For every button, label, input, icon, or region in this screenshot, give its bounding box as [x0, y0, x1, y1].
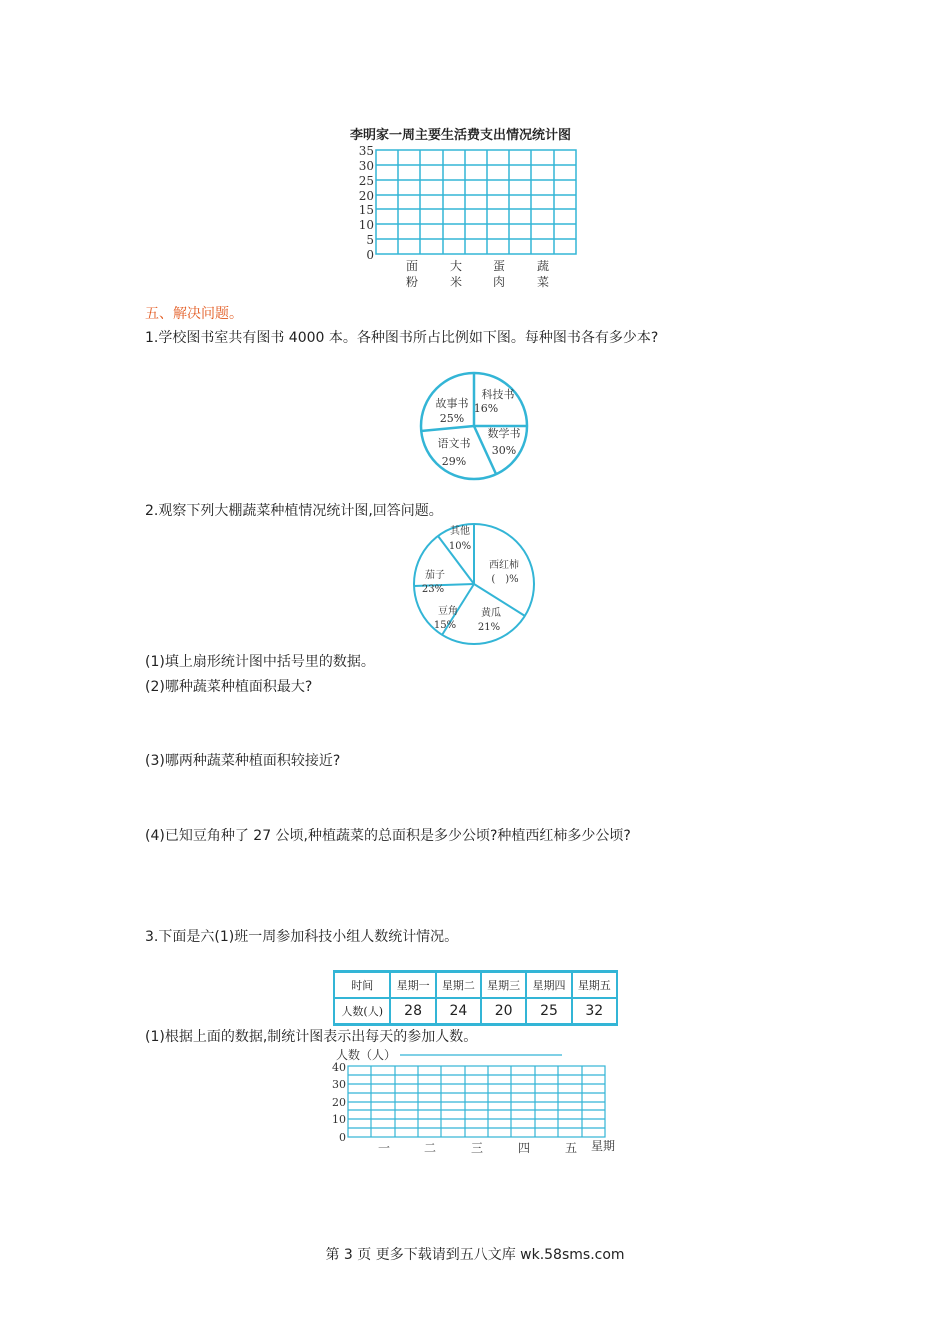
chart1-ytick: 35: [358, 144, 374, 158]
table-cell: 25: [526, 998, 571, 1025]
chart1-xlabel: 米: [449, 275, 463, 289]
table-row: [334, 998, 617, 1025]
chart1-xlabel: 蔬: [536, 259, 550, 273]
chart1-ytick: 30: [358, 159, 374, 173]
chart1-xlabel: 肉: [492, 275, 506, 289]
question-3: 3.下面是六(1)班一周参加科技小组人数统计情况。: [145, 929, 459, 945]
chart1-ytick: 5: [366, 233, 374, 247]
pie2-value: 10%: [448, 541, 472, 552]
pie2-label: 西红柿: [489, 560, 519, 571]
chart2-xlabel: 五: [564, 1141, 578, 1155]
question-3-1: (1)根据上面的数据,制统计图表示出每天的参加人数。: [145, 1029, 478, 1045]
chart2-xlabel: 二: [423, 1141, 437, 1155]
chart2-ytick: 20: [332, 1096, 346, 1109]
table-cell: 人数(人): [334, 998, 390, 1025]
section-heading: 五、解决问题。: [145, 306, 243, 322]
chart1-title: 李明家一周主要生活费支出情况统计图: [350, 128, 572, 143]
table-cell: 星期二: [436, 972, 481, 999]
table-cell: 20: [481, 998, 526, 1025]
chart2-ylabel: 人数（人）: [336, 1048, 397, 1062]
pie1-value: 29%: [441, 455, 467, 468]
chart2-xlabel: 三: [470, 1141, 484, 1155]
chart1-ytick: 15: [358, 203, 374, 217]
question-2: 2.观察下列大棚蔬菜种植情况统计图,回答问题。: [145, 503, 443, 519]
pie2-label: 豆角: [438, 606, 458, 617]
chart2-xlabel: 一: [377, 1141, 391, 1155]
chart1-xlabel: 面: [405, 259, 419, 273]
chart1-ytick: 25: [358, 174, 374, 188]
pie1-label: 语文书: [437, 437, 471, 450]
pie1-label: 故事书: [435, 397, 469, 410]
chart2-xunit: 星期: [590, 1139, 616, 1153]
attendance-table: [333, 970, 618, 1026]
pie-chart-books: [414, 370, 534, 485]
table-cell: 星期四: [526, 972, 571, 999]
pie2-value: 15%: [433, 620, 457, 631]
table-cell: 32: [572, 998, 617, 1025]
question-2-1: (1)填上扇形统计图中括号里的数据。: [145, 654, 375, 670]
chart2-ytick: 40: [332, 1061, 346, 1074]
chart1-xlabel: 菜: [536, 275, 550, 289]
pie2-label: 黄瓜: [481, 608, 501, 619]
pie2-label: 其他: [450, 526, 470, 537]
question-2-2: (2)哪种蔬菜种植面积最大?: [145, 679, 313, 695]
table-cell: 时间: [334, 972, 390, 999]
chart2-grid: [330, 1044, 625, 1159]
pie2-value: 21%: [477, 622, 501, 633]
chart1-ytick: 20: [358, 189, 374, 203]
pie1-label: 数学书: [487, 427, 521, 440]
question-2-4: (4)已知豆角种了 27 公顷,种植蔬菜的总面积是多少公顷?种植西红柿多少公顷?: [145, 828, 631, 844]
table-row: [334, 972, 617, 999]
chart1-xlabel: 大: [449, 259, 463, 273]
chart2-ytick: 10: [332, 1113, 346, 1126]
pie2-label: 茄子: [425, 570, 445, 581]
chart1-ytick: 0: [366, 248, 374, 262]
chart1-xlabel: 蛋: [492, 259, 506, 273]
table-cell: 星期三: [481, 972, 526, 999]
page-footer: 第 3 页 更多下载请到五八文库 wk.58sms.com: [325, 1247, 625, 1263]
chart1-ytick: 10: [358, 218, 374, 232]
pie1-value: 16%: [473, 402, 499, 415]
pie1-value: 30%: [491, 444, 517, 457]
chart2-ytick: 30: [332, 1078, 346, 1091]
pie2-value: ( )%: [491, 574, 519, 585]
table-cell: 28: [390, 998, 435, 1025]
question-2-3: (3)哪两种蔬菜种植面积较接近?: [145, 753, 341, 769]
chart2-ytick: 0: [339, 1131, 346, 1144]
chart1-xlabel: 粉: [405, 275, 419, 289]
pie2-value: 23%: [421, 584, 445, 595]
table-cell: 24: [436, 998, 481, 1025]
question-1: 1.学校图书室共有图书 4000 本。各种图书所占比例如下图。每种图书各有多少本?: [145, 330, 659, 346]
chart2-xlabel: 四: [517, 1141, 531, 1155]
pie-chart-vegetables: [408, 518, 538, 648]
table-cell: 星期五: [572, 972, 617, 999]
pie1-label: 科技书: [481, 388, 515, 401]
table-cell: 星期一: [390, 972, 435, 999]
pie1-value: 25%: [439, 412, 465, 425]
chart1-grid: [340, 140, 600, 295]
